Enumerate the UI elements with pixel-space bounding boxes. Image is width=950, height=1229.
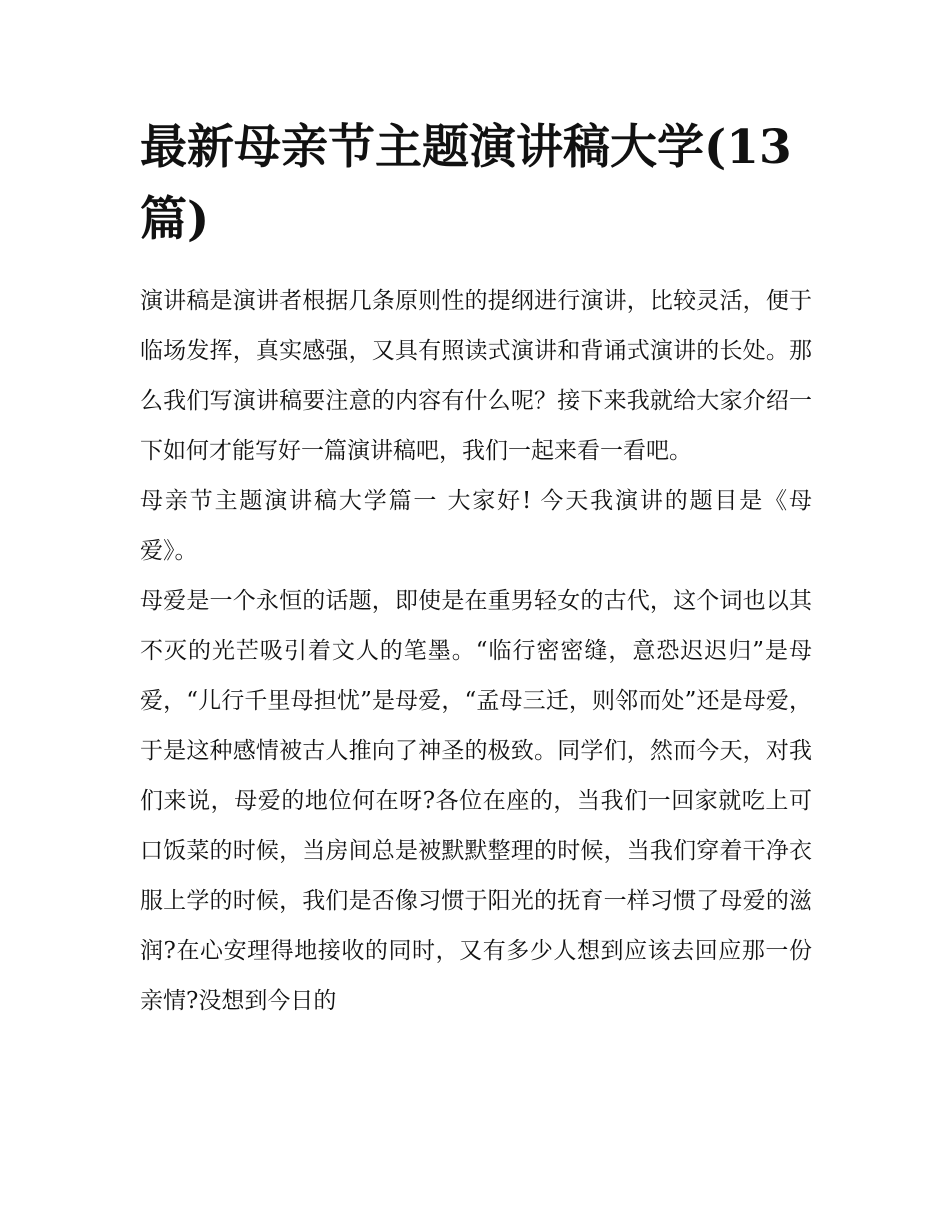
intro-paragraph: 演讲稿是演讲者根据几条原则性的提纲进行演讲，比较灵活，便于临场发挥，真实感强，又具有照读式演讲和背诵式演讲的长处。那么我们写演讲稿要注意的内容有什么呢？接下来我就给大家介绍一下如何才能写好一篇演讲稿吧，我们一起来看一看吧。 bbox=[140, 288, 812, 464]
document-title: 最新母亲节主题演讲稿大学(13篇) bbox=[140, 120, 792, 247]
speech-body-paragraph: 母爱是一个永恒的话题，即使是在重男轻女的古代，这个词也以其不灭的光芒吸引着文人的笔墨。“临行密密缝，意恐迟迟归”是母爱，“儿行千里母担忧”是母爱，“孟母三迁，则邻而处”还是母爱，于是这种感情被古人推向了神圣的极致。同学们，然而今天，对我们来说，母爱的地位何在呀?各位在座的，当我们一回家就吃上可口饭菜的时候，当房间总是被默默整理的时候，当我们穿着干净衣服上学的时候，我们是否像习惯于阳光的抚育一样习惯了母爱的滋润?在心安理得地接收的同时，又有多少人想到应该去回应那一份亲情?没想到今日的 bbox=[140, 588, 812, 1014]
speech-heading-paragraph: 母亲节主题演讲稿大学篇一 大家好! 今天我演讲的题目是《母爱》。 bbox=[140, 488, 812, 564]
